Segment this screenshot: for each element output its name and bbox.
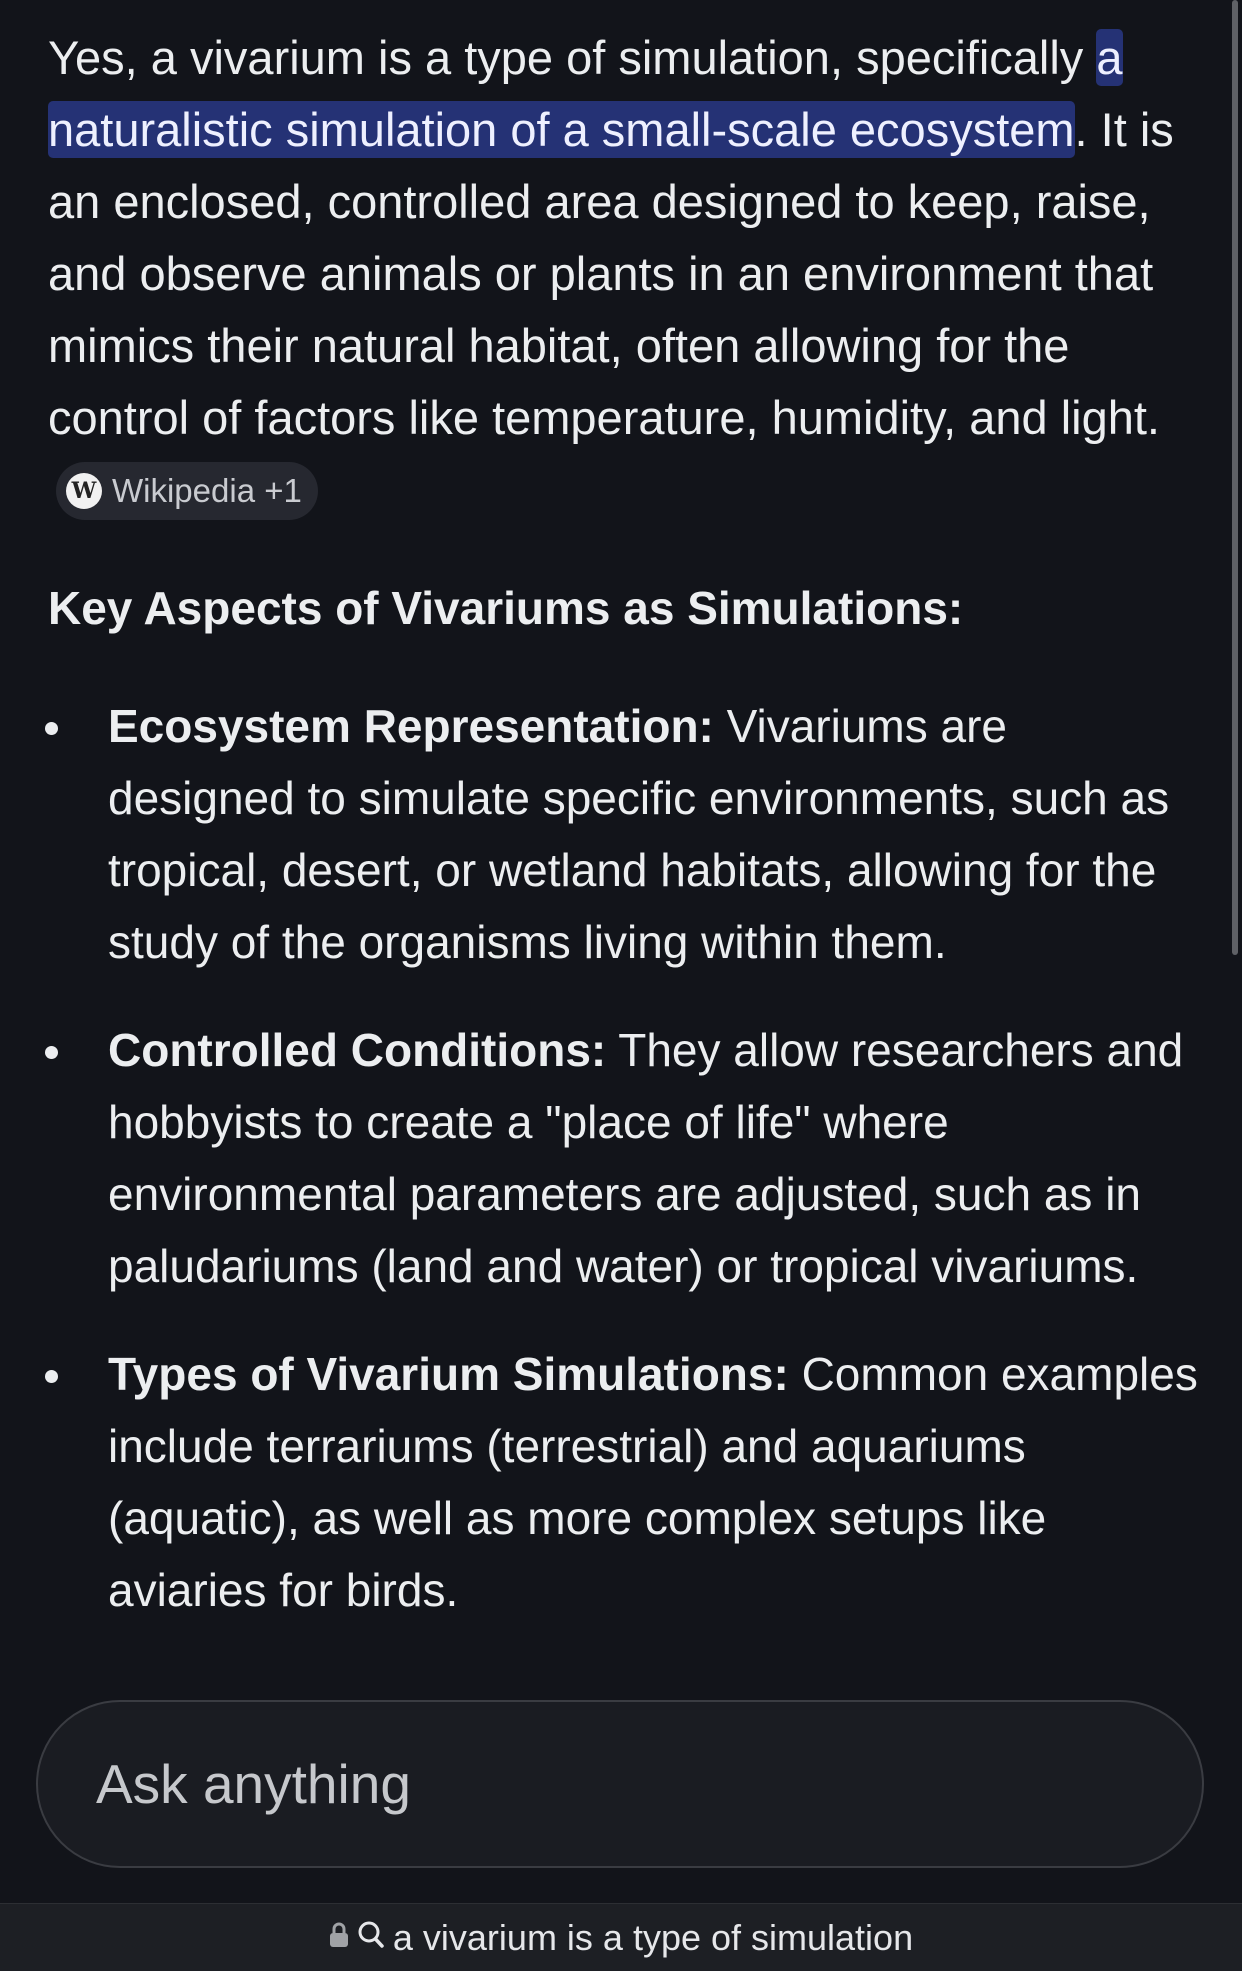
list-item xyxy=(48,690,1198,978)
list-item-text: Vivariums are designed to simulate specific environments, such as tropical, desert, or wetland habitats, allowing for the study of the organisms living within them. xyxy=(108,700,1170,968)
bullet-icon xyxy=(45,722,58,735)
bullet-icon xyxy=(45,1370,58,1383)
section-heading: Key Aspects of Vivariums as Simulations: xyxy=(48,582,964,634)
ask-input[interactable] xyxy=(36,1700,1204,1868)
bullet-icon xyxy=(45,1046,58,1059)
address-bar-text: a vivarium is a type of simulation xyxy=(392,1916,914,1958)
list-item xyxy=(48,1014,1198,1302)
answer-body-text: . It is an enclosed, controlled area designed to keep, raise, and observe animals or plants in an environment that mimics their natural habitat, often allowing for the control of factors like temperature, humidity, and light. xyxy=(48,103,1174,444)
scrollbar[interactable] xyxy=(1228,0,1242,1903)
list-item-text: They allow researchers and hobbyists to create a "place of life" where environmental parameters are adjusted, such as in paludariums (land and water) or tropical vivariums. xyxy=(108,1024,1184,1292)
list-item-title: Ecosystem Representation: xyxy=(108,700,714,752)
list-item-title: Types of Vivarium Simulations: xyxy=(108,1348,789,1400)
aspects-list xyxy=(48,690,1198,1662)
source-chip-label: Wikipedia +1 xyxy=(112,471,302,509)
list-item-title: Controlled Conditions: xyxy=(108,1024,607,1076)
list-item xyxy=(48,1338,1198,1626)
search-icon xyxy=(357,1920,385,1955)
answer-paragraph xyxy=(48,22,1188,526)
lock-icon xyxy=(329,1922,349,1953)
answer-highlighted-text: a naturalistic simulation of a small-scale ecosystem xyxy=(48,31,1123,156)
scrollbar-thumb[interactable] xyxy=(1232,0,1238,955)
source-chip[interactable] xyxy=(56,462,318,520)
wikipedia-icon: W xyxy=(66,473,102,509)
ask-placeholder: Ask anything xyxy=(96,1753,411,1815)
list-item-text: Common examples include terrariums (terrestrial) and aquariums (aquatic), as well as more complex setups like aviaries for birds. xyxy=(108,1348,1198,1616)
answer-intro-text: Yes, a vivarium is a type of simulation, specifically xyxy=(48,31,1097,84)
address-bar[interactable] xyxy=(0,1903,1242,1971)
